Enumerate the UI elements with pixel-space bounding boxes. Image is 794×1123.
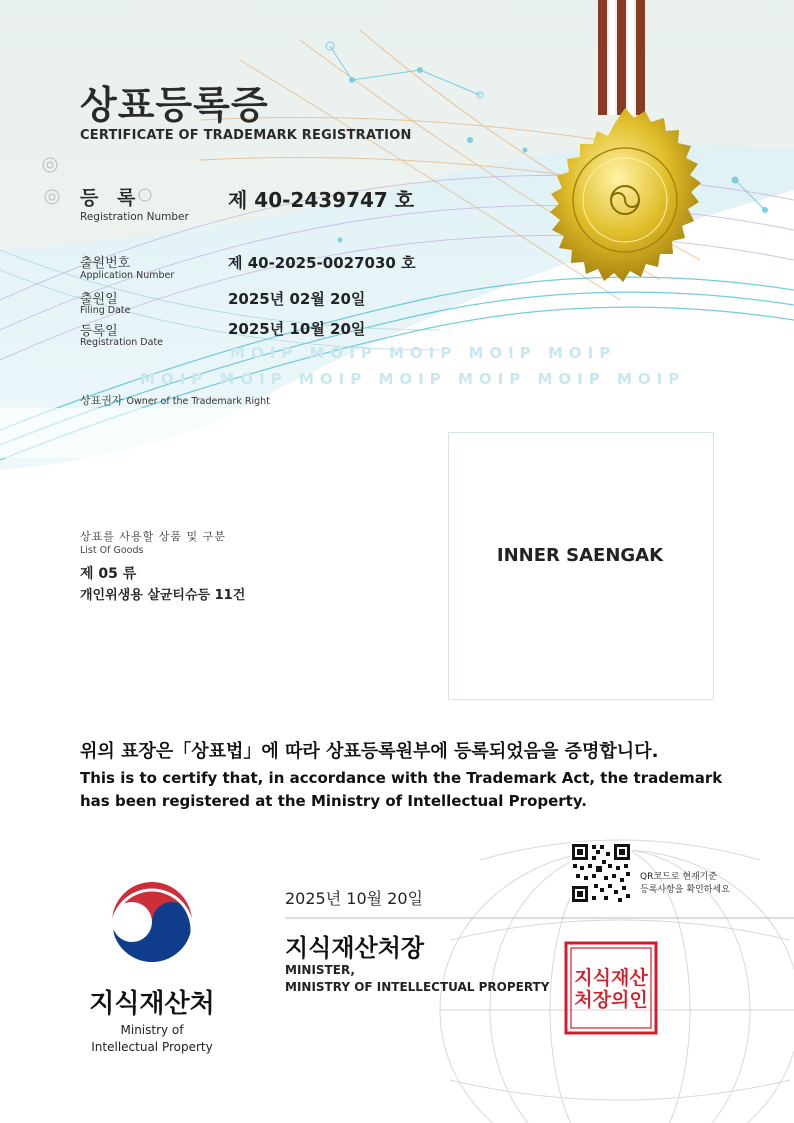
issuer-title-en-line1: MINISTER, — [285, 963, 355, 977]
trademark-box — [448, 432, 714, 700]
owner-label — [80, 392, 270, 408]
owner-label-en: Owner of the Trademark Right — [126, 396, 270, 407]
watermark-row-1: MOIP MOIP MOIP MOIP MOIP — [230, 344, 617, 362]
registration-label-en: Registration Number — [80, 211, 189, 223]
certification-en-line2: has been registered at the Ministry of Intellectual Property. — [80, 792, 587, 810]
certification-en-line1: This is to certify that, in accordance with the Trademark Act, the trademark — [80, 769, 723, 787]
filing-date-label-en: Filing Date — [80, 305, 131, 316]
owner-label-ko: 상표권자 — [80, 394, 123, 407]
ministry-name-en-line1: Ministry of — [120, 1023, 184, 1037]
qr-note-line2: 등록사항을 확인하세요 — [640, 885, 730, 895]
trademark-text: INNER SAENGAK — [496, 545, 664, 566]
application-number: 제 40-2025-0027030 호 — [228, 254, 416, 272]
filing-date-label-ko: 출원일 — [80, 292, 118, 307]
certificate-title-en: CERTIFICATE OF TRADEMARK REGISTRATION — [80, 128, 412, 143]
registration-number: 제 40-2439747 호 — [228, 188, 415, 212]
goods-class: 제 05 류 — [80, 566, 137, 582]
goods-label-en: List Of Goods — [80, 545, 144, 556]
issuer-title-ko: 지식재산처장 — [285, 934, 425, 962]
qr-code-icon[interactable] — [570, 842, 632, 904]
korea-government-emblem-icon — [106, 884, 198, 976]
application-label-ko: 출원번호 — [80, 256, 131, 271]
filing-date: 2025년 02월 20일 — [228, 290, 366, 308]
registration-date: 2025년 10월 20일 — [228, 320, 366, 338]
registration-date-label-en: Registration Date — [80, 337, 164, 348]
issuer-title-en-line2: MINISTRY OF INTELLECTUAL PROPERTY — [285, 980, 550, 994]
ministry-name-en-line2: Intellectual Property — [91, 1040, 213, 1054]
registration-label-ko: 등 록 — [80, 187, 142, 209]
goods-label-ko: 상표를 사용할 상품 및 구분 — [80, 530, 226, 543]
certification-ko: 위의 표장은「상표법」에 따라 상표등록원부에 등록되었음을 증명합니다. — [80, 741, 659, 762]
registration-date-label-ko: 등록일 — [80, 324, 118, 339]
application-label-en: Application Number — [80, 270, 175, 281]
certificate-title-ko: 상표등록증 — [80, 83, 269, 127]
official-seal-stamp: 지식재산처장의인 — [574, 967, 648, 1011]
qr-note — [640, 871, 760, 897]
goods-items: 개인위생용 살균티슈등 11건 — [80, 588, 246, 603]
ministry-name-ko: 지식재산처 — [89, 989, 215, 1019]
issue-date: 2025년 10월 20일 — [285, 889, 423, 908]
watermark-row-2: MOIP MOIP MOIP MOIP MOIP MOIP MOIP — [140, 370, 686, 388]
qr-note-line1: QR코드로 현재기준 — [640, 872, 718, 882]
